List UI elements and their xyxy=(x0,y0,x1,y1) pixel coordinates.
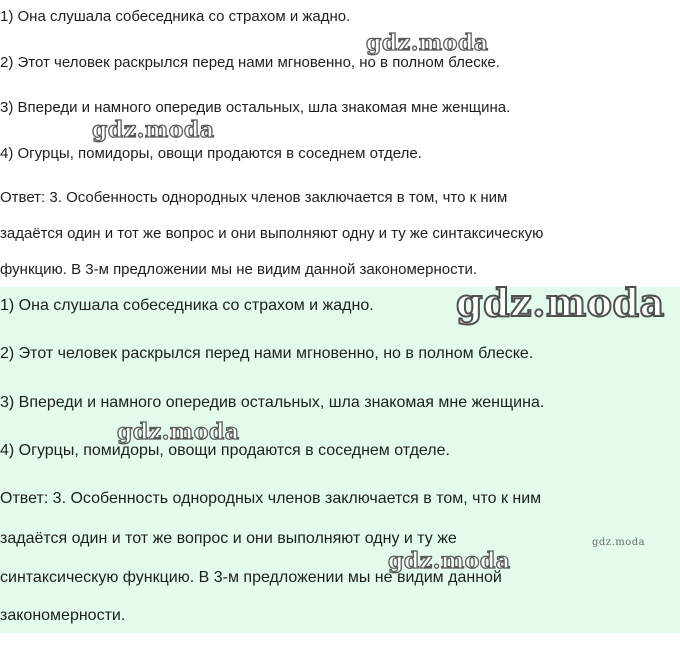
watermark-logo: gdz.moda xyxy=(117,419,240,445)
answer-line-3: синтаксическую функцию. В 3-м предложении мы не видим данной xyxy=(0,569,502,586)
watermark-logo: gdz.moda xyxy=(388,548,511,574)
sentence-4: 4) Огурцы, помидоры, овощи продаются в соседнем отделе. xyxy=(0,145,422,162)
sentence-2: 2) Этот человек раскрылся перед нами мгновенно, но в полном блеске. xyxy=(0,345,534,362)
sentence-1: 1) Она слушала собеседника со страхом и жадно. xyxy=(0,8,351,25)
answer-line-2: задаётся один и тот же вопрос и они выполняют одну и ту же синтаксическую xyxy=(0,225,544,242)
watermark-logo: gdz.moda xyxy=(592,537,646,548)
answer-line-1: Ответ: 3. Особенность однородных членов заключается в том, что к ним xyxy=(0,490,542,507)
watermark-logo: gdz.moda xyxy=(92,117,215,143)
watermark-logo: gdz.moda xyxy=(366,30,489,56)
watermark-logo: gdz.moda xyxy=(456,280,665,325)
sentence-3: 3) Впереди и намного опередив остальных, шла знакомая мне женщина. xyxy=(0,394,545,411)
sentence-4: 4) Огурцы, помидоры, овощи продаются в соседнем отделе. xyxy=(0,442,450,459)
sentence-2: 2) Этот человек раскрылся перед нами мгновенно, но в полном блеске. xyxy=(0,54,500,71)
answer-line-2: задаётся один и тот же вопрос и они выполняют одну и ту же xyxy=(0,530,457,547)
answer-line-3: функцию. В 3-м предложении мы не видим данной закономерности. xyxy=(0,261,477,278)
answer-line-1: Ответ: 3. Особенность однородных членов заключается в том, что к ним xyxy=(0,189,508,206)
sentence-1: 1) Она слушала собеседника со страхом и жадно. xyxy=(0,297,374,314)
answer-line-4: закономерности. xyxy=(0,607,126,624)
sentence-3: 3) Впереди и намного опередив остальных, шла знакомая мне женщина. xyxy=(0,99,511,116)
